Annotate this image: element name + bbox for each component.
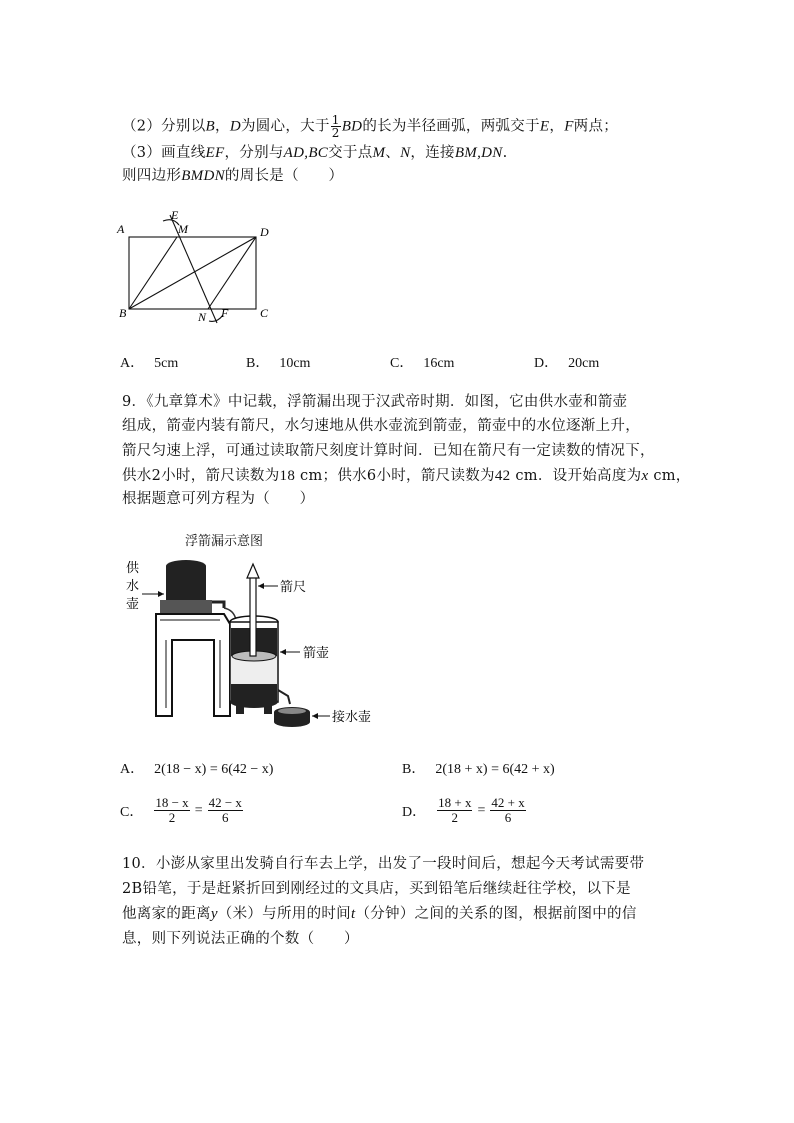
text: 的长为半径画弧，两弧交于	[362, 118, 540, 135]
frac-den: 2	[451, 810, 459, 825]
text: 为圆心，大于	[240, 118, 330, 135]
option-expression: 2(18 − x) = 6(42 − x)	[154, 762, 274, 777]
option-key: D．	[402, 804, 427, 820]
frac-den: 6	[222, 810, 229, 825]
label-e: E	[171, 208, 179, 222]
text: .	[502, 145, 508, 161]
option-key: B．	[402, 762, 426, 777]
q10-line-1: 10．小澎从家里出发骑自行车去上学，出发了一段时间后，想起今天考试需要带	[122, 856, 645, 872]
label-m: M	[178, 222, 188, 236]
q8-option-c	[390, 352, 454, 372]
label-d: D	[260, 225, 269, 239]
q9-line-4	[122, 464, 691, 485]
text: cm，	[648, 468, 691, 484]
text: 则四边形	[122, 168, 182, 184]
label-supply-1: 供	[126, 560, 140, 575]
q8-option-b	[246, 352, 310, 372]
text: cm．设开始高度为	[510, 468, 642, 484]
option-value: 20cm	[568, 356, 600, 371]
var-y: y	[210, 906, 218, 922]
text: （3）画直线	[122, 145, 206, 161]
var-bd: BD	[341, 118, 363, 135]
text: 供水2小时，箭尺读数为	[122, 468, 280, 484]
var-m: M	[372, 145, 386, 161]
frac-left	[154, 796, 189, 825]
text: ，	[215, 118, 230, 135]
q9-option-a	[120, 758, 273, 778]
value-18: 18	[279, 468, 296, 484]
var-t: t	[350, 906, 356, 922]
frac-right	[490, 796, 525, 825]
text: 交于点	[328, 145, 373, 161]
frac-num: 18 − x	[155, 795, 189, 810]
var-f: F	[564, 118, 574, 135]
text: ，	[549, 118, 565, 135]
text: （2）分别以	[122, 118, 206, 135]
text: 他离家的距离	[122, 906, 211, 922]
label-arrow-rod: 箭尺	[280, 579, 307, 594]
text: 的周长是（ ）	[224, 168, 344, 184]
text: （分钟）之间的关系的图，根据前图中的信	[355, 906, 637, 922]
text: 、	[385, 145, 401, 161]
q8-step2	[122, 114, 618, 139]
option-key: A．	[120, 356, 145, 371]
var-b: B	[205, 118, 215, 135]
q8-option-d	[534, 352, 599, 372]
var-x: x	[641, 468, 649, 484]
diagonal-bd	[129, 237, 256, 309]
option-key: D．	[534, 356, 559, 371]
text: cm；供水6小时，箭尺读数为	[295, 468, 495, 484]
q10-line-4: 息，则下列说法正确的个数（ ）	[122, 931, 359, 947]
label-b: B	[119, 306, 127, 320]
label-a: A	[117, 222, 125, 236]
fraction-half	[331, 114, 341, 139]
label-receiving-pot: 接水壶	[332, 709, 372, 724]
option-key: C．	[390, 356, 414, 371]
var-ef: EF	[205, 145, 225, 161]
label-supply-2: 水	[126, 578, 140, 593]
value-42: 42	[494, 468, 511, 484]
q9-option-b	[402, 758, 555, 778]
q8-option-a	[120, 352, 178, 372]
label-c: C	[260, 306, 269, 320]
option-expression: 2(18 + x) = 6(42 + x)	[435, 762, 555, 777]
label-arrow-pot: 箭壶	[303, 645, 330, 660]
text: （米）与所用的时间	[217, 906, 351, 922]
var-e: E	[539, 118, 550, 135]
q10-line-2: 2B铅笔，于是赶紧折回到刚经过的文具店，买到铅笔后继续赶往学校，以下是	[122, 881, 631, 897]
option-value: 5cm	[154, 356, 179, 371]
var-d: D	[229, 118, 241, 135]
segment-bm	[129, 237, 177, 309]
frac-num: 42 + x	[491, 795, 525, 810]
option-key: C．	[120, 804, 144, 820]
option-key: B．	[246, 356, 270, 371]
var-bm-dn: BM,DN	[454, 145, 503, 161]
q9-water-clock-figure	[120, 548, 390, 733]
q10-line-3	[122, 902, 637, 923]
frac-den: 6	[504, 810, 512, 825]
label-n: N	[198, 310, 207, 324]
frac-left	[437, 796, 472, 825]
equals: =	[477, 802, 486, 818]
text: ，分别与	[224, 145, 284, 161]
q9-line-3: 箭尺匀速上浮，可通过读取箭尺刻度计算时间．已知在箭尺有一定读数的情况下，	[122, 443, 655, 459]
label-supply-3: 壶	[126, 596, 140, 611]
frac-den: 2	[168, 810, 176, 825]
frac-num: 42 − x	[208, 795, 242, 810]
var-ad-bc: AD,BC	[283, 145, 329, 161]
q9-option-c	[120, 796, 244, 825]
q9-line-5: 根据题意可列方程为（ ）	[122, 491, 315, 507]
q9-line-2: 组成，箭壶内装有箭尺，水匀速地从供水壶流到箭壶，箭壶中的水位逐渐上升，	[122, 418, 640, 434]
receiving-pot	[274, 707, 310, 727]
q8-question	[122, 164, 343, 185]
frac-right	[208, 796, 243, 825]
text: 两点；	[573, 118, 619, 135]
var-n: N	[400, 145, 411, 161]
q9-line-1: 9．《九章算术》中记载，浮箭漏出现于汉武帝时期．如图，它由供水壶和箭壶	[122, 394, 628, 410]
text: ，连接	[410, 145, 455, 161]
frac-num: 1	[331, 113, 340, 127]
stand	[156, 614, 230, 716]
label-f: F	[221, 306, 229, 320]
equals: =	[194, 802, 203, 818]
q9-figure-title: 浮箭漏示意图	[185, 533, 264, 548]
option-value: 16cm	[423, 356, 455, 371]
option-value: 10cm	[279, 356, 311, 371]
option-key: A．	[120, 762, 145, 777]
q9-option-d	[402, 796, 527, 825]
var-bmdn: BMDN	[181, 168, 225, 184]
frac-num: 18 + x	[438, 795, 472, 810]
q8-rectangle-figure	[115, 205, 285, 325]
q8-step3	[122, 141, 508, 162]
frac-den: 2	[331, 126, 340, 140]
segment-dn	[208, 237, 256, 309]
supply-pot	[160, 560, 224, 614]
